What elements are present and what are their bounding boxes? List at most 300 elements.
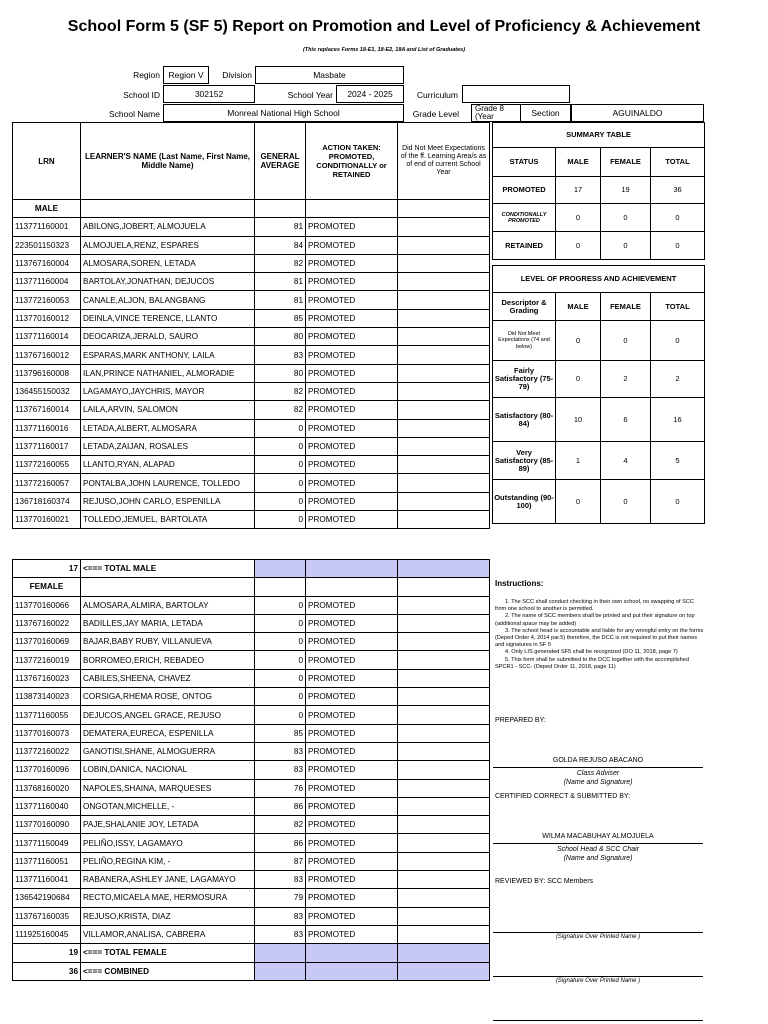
learner-average: 83 — [255, 907, 306, 925]
learner-name: REJUSO,KRISTA, DIAZ — [81, 907, 255, 925]
progress-female: 2 — [601, 361, 651, 398]
learner-name: RABANERA,ASHLEY JANE, LAGAMAYO — [81, 871, 255, 889]
learner-row — [13, 401, 490, 419]
learner-failed-areas — [398, 871, 490, 889]
learner-action: PROMOTED — [306, 688, 398, 706]
learner-average: 0 — [255, 437, 306, 455]
learner-action: PROMOTED — [306, 309, 398, 327]
member-signature-note: (Signature Over Printed Name ) — [555, 978, 641, 984]
summary-male-header: MALE — [556, 148, 601, 177]
grade-level-label: Grade Level — [412, 109, 459, 119]
learner-average: 81 — [255, 218, 306, 236]
learner-failed-areas — [398, 236, 490, 254]
learner-name: DEJUCOS,ANGEL GRACE, REJUSO — [81, 706, 255, 724]
learner-lrn: 113771160004 — [13, 273, 81, 291]
learner-name: DEMATERA,EURECA, ESPENILLA — [81, 724, 255, 742]
combined-average — [255, 962, 306, 980]
learner-name: LAGAMAYO,JAYCHRIS, MAYOR — [81, 382, 255, 400]
learner-failed-areas — [398, 273, 490, 291]
certified-label: CERTIFIED CORRECT & SUBMITTED BY: — [495, 793, 631, 800]
learner-failed-areas — [398, 816, 490, 834]
learner-failed-areas — [398, 511, 490, 529]
summary-status: PROMOTED — [493, 177, 556, 204]
learner-failed-areas — [398, 218, 490, 236]
learner-row — [13, 291, 490, 309]
learner-average: 83 — [255, 925, 306, 943]
learner-average: 84 — [255, 236, 306, 254]
learner-row — [13, 889, 490, 907]
progress-total: 0 — [651, 321, 705, 361]
learner-average: 0 — [255, 633, 306, 651]
progress-descriptor: Outstanding (90-100) — [493, 480, 556, 524]
instruction-item: 5. This form shall be submitted to the DCC together with the accomplished SPCR1 - SCC- (Deped Order 11, 2018, page 11) — [495, 656, 689, 670]
learner-failed-areas — [398, 706, 490, 724]
summary-total: 0 — [651, 204, 705, 232]
learner-average: 80 — [255, 328, 306, 346]
learner-name: BAJAR,BABY RUBY, VILLANUEVA — [81, 633, 255, 651]
learner-average: 0 — [255, 596, 306, 614]
learner-lrn: 113770160073 — [13, 724, 81, 742]
learner-lrn: 113772160053 — [13, 291, 81, 309]
region-label: Region — [133, 70, 160, 80]
learner-row — [13, 596, 490, 614]
learner-row — [13, 816, 490, 834]
summary-male: 17 — [556, 177, 601, 204]
progress-table — [492, 265, 705, 524]
learner-row — [13, 511, 490, 529]
learner-name: VILLAMOR,ANALISA, CABRERA — [81, 925, 255, 943]
learner-action: PROMOTED — [306, 382, 398, 400]
learner-name: ESPARAS,MARK ANTHONY, LAILA — [81, 346, 255, 364]
learner-action: PROMOTED — [306, 761, 398, 779]
learner-row — [13, 925, 490, 943]
learner-name: LLANTO,RYAN, ALAPAD — [81, 456, 255, 474]
learner-failed-areas — [398, 474, 490, 492]
member-signature-line — [493, 1020, 703, 1021]
name-header: LEARNER'S NAME (Last Name, First Name, Middle Name) — [81, 123, 255, 200]
learner-lrn: 113772160057 — [13, 474, 81, 492]
female-section-label: FEMALE — [13, 578, 81, 596]
learner-row — [13, 456, 490, 474]
school-year-label: School Year — [287, 90, 333, 100]
summary-male: 0 — [556, 204, 601, 232]
male-learners-table — [12, 122, 490, 529]
combined-failed — [398, 962, 490, 980]
learner-failed-areas — [398, 328, 490, 346]
progress-female: 4 — [601, 442, 651, 480]
progress-female: 6 — [601, 398, 651, 442]
learner-lrn: 113771160017 — [13, 437, 81, 455]
school-id-label: School ID — [123, 90, 160, 100]
reviewed-label: REVIEWED BY: SCC Members — [495, 878, 594, 885]
learner-lrn: 113771160051 — [13, 852, 81, 870]
learner-average: 0 — [255, 706, 306, 724]
learner-name: PAJE,SHALANIE JOY, LETADA — [81, 816, 255, 834]
learner-lrn: 113767160035 — [13, 907, 81, 925]
learner-lrn: 113770160069 — [13, 633, 81, 651]
learner-average: 83 — [255, 742, 306, 760]
section-label: Section — [521, 104, 571, 122]
learner-row — [13, 364, 490, 382]
learner-action: PROMOTED — [306, 364, 398, 382]
learner-failed-areas — [398, 907, 490, 925]
learner-row — [13, 346, 490, 364]
learner-lrn: 136542190684 — [13, 889, 81, 907]
learner-failed-areas — [398, 309, 490, 327]
learner-average: 0 — [255, 456, 306, 474]
learner-row — [13, 907, 490, 925]
learner-average: 83 — [255, 346, 306, 364]
learner-action: PROMOTED — [306, 492, 398, 510]
division-field[interactable]: Masbate — [255, 66, 404, 84]
learner-action: PROMOTED — [306, 273, 398, 291]
learner-row — [13, 688, 490, 706]
adviser-role: Class Adviser — [576, 770, 620, 777]
page-title: School Form 5 (SF 5) Report on Promotion and Level of Proficiency & Achievement — [67, 18, 701, 35]
learner-row — [13, 273, 490, 291]
learner-action: PROMOTED — [306, 651, 398, 669]
learner-row — [13, 797, 490, 815]
learner-name: DEOCARIZA,JERALD, SAURO — [81, 328, 255, 346]
learner-action: PROMOTED — [306, 706, 398, 724]
learner-failed-areas — [398, 633, 490, 651]
learner-failed-areas — [398, 492, 490, 510]
empty-cell — [81, 200, 255, 218]
member-signature-note: (Signature Over Printed Name ) — [555, 934, 641, 940]
learner-lrn: 113772160055 — [13, 456, 81, 474]
head-signature-line — [493, 843, 703, 844]
learner-row — [13, 669, 490, 687]
learner-average: 0 — [255, 669, 306, 687]
progress-total: 5 — [651, 442, 705, 480]
learner-name: TOLLEDO,JEMUEL, BARTOLATA — [81, 511, 255, 529]
instruction-item: 3. The school head is accountable and liable for any wrongful entry on the forms (Deped Order 4, 2014 par.5) therefore, the DCC is not required to put their names and signatures in SF 5 — [495, 627, 704, 649]
progress-descriptor: Fairly Satisfactory (75-79) — [493, 361, 556, 398]
learner-average: 81 — [255, 291, 306, 309]
learner-row — [13, 706, 490, 724]
learner-action: PROMOTED — [306, 437, 398, 455]
learner-average: 0 — [255, 614, 306, 632]
learner-name: LOBIN,DANICA, NACIONAL — [81, 761, 255, 779]
progress-total-header: TOTAL — [651, 293, 705, 321]
learner-lrn: 113771150049 — [13, 834, 81, 852]
progress-female: 0 — [601, 321, 651, 361]
instructions-list — [495, 599, 705, 671]
learner-action: PROMOTED — [306, 614, 398, 632]
instruction-item: 4. Only LIS generated SF5 shall be recognized (DO 11, 2018, page 7) — [505, 649, 678, 656]
learner-name: PELIÑO,REGINA KIM, - — [81, 852, 255, 870]
progress-total: 16 — [651, 398, 705, 442]
learner-action: PROMOTED — [306, 511, 398, 529]
summary-total: 36 — [651, 177, 705, 204]
total-male-failed — [398, 560, 490, 578]
learner-action: PROMOTED — [306, 218, 398, 236]
learner-action: PROMOTED — [306, 474, 398, 492]
learner-average: 0 — [255, 688, 306, 706]
learner-failed-areas — [398, 437, 490, 455]
head-name: WILMA MACABUHAY ALMOJUELA — [542, 833, 654, 840]
learner-row — [13, 871, 490, 889]
learner-action: PROMOTED — [306, 871, 398, 889]
learner-average: 0 — [255, 474, 306, 492]
learner-failed-areas — [398, 669, 490, 687]
lrn-header: LRN — [13, 123, 81, 200]
learner-row — [13, 633, 490, 651]
total-female-count: 19 — [13, 944, 81, 962]
learner-name: LETADA,ALBERT, ALMOSARA — [81, 419, 255, 437]
learner-average: 85 — [255, 724, 306, 742]
learner-average: 83 — [255, 871, 306, 889]
school-id-field[interactable]: 302152 — [163, 85, 255, 103]
learner-average: 83 — [255, 761, 306, 779]
adviser-name: GOLDA REJUSO ABACANO — [552, 757, 644, 764]
learner-action: PROMOTED — [306, 254, 398, 272]
progress-male-header: MALE — [556, 293, 601, 321]
learner-row — [13, 309, 490, 327]
learner-action: PROMOTED — [306, 633, 398, 651]
learner-failed-areas — [398, 925, 490, 943]
learner-action: PROMOTED — [306, 852, 398, 870]
average-header: GENERAL AVERAGE — [255, 123, 306, 200]
progress-descriptor: Satisfactory (80-84) — [493, 398, 556, 442]
learner-action: PROMOTED — [306, 797, 398, 815]
learner-failed-areas — [398, 852, 490, 870]
head-role: School Head & SCC Chair — [556, 846, 640, 853]
learner-average: 81 — [255, 273, 306, 291]
progress-title: LEVEL OF PROGRESS AND ACHIEVEMENT — [493, 266, 705, 293]
learner-failed-areas — [398, 779, 490, 797]
learner-action: PROMOTED — [306, 925, 398, 943]
learner-average: 76 — [255, 779, 306, 797]
learner-name: ALMOJUELA,RENZ, ESPARES — [81, 236, 255, 254]
progress-total: 2 — [651, 361, 705, 398]
learner-failed-areas — [398, 382, 490, 400]
learner-action: PROMOTED — [306, 779, 398, 797]
member-signature-line — [493, 976, 703, 977]
learner-average: 80 — [255, 364, 306, 382]
learner-lrn: 113796160008 — [13, 364, 81, 382]
summary-table — [492, 122, 705, 260]
total-female-failed — [398, 944, 490, 962]
failed-areas-header: Did Not Meet Expectations of the ff. Learning Area/s as of end of current School Year — [398, 123, 490, 200]
division-label: Division — [222, 70, 252, 80]
summary-total: 0 — [651, 232, 705, 260]
learner-failed-areas — [398, 596, 490, 614]
learner-action: PROMOTED — [306, 236, 398, 254]
learner-row — [13, 761, 490, 779]
learner-lrn: 113772160019 — [13, 651, 81, 669]
combined-count: 36 — [13, 962, 81, 980]
summary-female: 0 — [601, 204, 651, 232]
learner-name: GANOTISI,SHANE, ALMOGUERRA — [81, 742, 255, 760]
learner-name: ALMOSARA,SOREN, LETADA — [81, 254, 255, 272]
learner-name: ONGOTAN,MICHELLE, - — [81, 797, 255, 815]
region-field[interactable]: Region V — [163, 66, 209, 84]
learner-lrn: 113770160021 — [13, 511, 81, 529]
learner-failed-areas — [398, 724, 490, 742]
learner-action: PROMOTED — [306, 669, 398, 687]
learner-failed-areas — [398, 254, 490, 272]
learner-lrn: 113771160014 — [13, 328, 81, 346]
learner-action: PROMOTED — [306, 742, 398, 760]
learner-name: PONTALBA,JOHN LAURENCE, TOLLEDO — [81, 474, 255, 492]
empty-cell — [398, 200, 490, 218]
learner-failed-areas — [398, 797, 490, 815]
progress-female: 0 — [601, 480, 651, 524]
school-name-field[interactable]: Monreal National High School — [163, 104, 404, 122]
male-rows — [13, 218, 490, 529]
learner-lrn: 111925160045 — [13, 925, 81, 943]
summary-status: CONDITIONALLY PROMOTED — [493, 204, 556, 232]
summary-status-header: STATUS — [493, 148, 556, 177]
learner-action: PROMOTED — [306, 596, 398, 614]
member-signature-line — [493, 932, 703, 933]
empty-cell — [306, 200, 398, 218]
learner-row — [13, 724, 490, 742]
instructions-title: Instructions: — [495, 579, 544, 588]
learner-lrn: 113768160020 — [13, 779, 81, 797]
summary-female: 0 — [601, 232, 651, 260]
page-subtitle: (This replaces Forms 18-E1, 18-E2, 18A and List of Graduates) — [302, 47, 466, 53]
learner-row — [13, 742, 490, 760]
progress-descriptor-header: Descriptor & Grading — [493, 293, 556, 321]
learner-lrn: 113767160012 — [13, 346, 81, 364]
learner-average: 82 — [255, 254, 306, 272]
progress-descriptor: Very Satisfactory (85-89) — [493, 442, 556, 480]
learner-lrn: 113770160096 — [13, 761, 81, 779]
adviser-signature-line — [493, 767, 703, 768]
prepared-by-label: PREPARED BY: — [495, 717, 546, 724]
learner-name: CORSIGA,RHEMA ROSE, ONTOG — [81, 688, 255, 706]
female-rows — [13, 596, 490, 944]
learner-name: BORROMEO,ERICH, REBADEO — [81, 651, 255, 669]
empty-cell — [306, 578, 398, 596]
head-note: (Name and Signature) — [563, 855, 633, 862]
learner-action: PROMOTED — [306, 834, 398, 852]
learner-action: PROMOTED — [306, 889, 398, 907]
learner-failed-areas — [398, 614, 490, 632]
learner-row — [13, 328, 490, 346]
learner-name: ABILONG,JOBERT, ALMOJUELA — [81, 218, 255, 236]
empty-cell — [255, 578, 306, 596]
learner-failed-areas — [398, 889, 490, 907]
female-learners-table — [12, 559, 490, 981]
learner-name: DEINLA,VINCE TERENCE, LLANTO — [81, 309, 255, 327]
learner-row — [13, 852, 490, 870]
learner-lrn: 113771160040 — [13, 797, 81, 815]
learner-lrn: 113770160012 — [13, 309, 81, 327]
learner-average: 0 — [255, 651, 306, 669]
learner-row — [13, 419, 490, 437]
progress-total: 0 — [651, 480, 705, 524]
summary-status: RETAINED — [493, 232, 556, 260]
empty-cell — [398, 578, 490, 596]
empty-cell — [255, 200, 306, 218]
total-male-action — [306, 560, 398, 578]
learner-lrn: 113767160014 — [13, 401, 81, 419]
total-male-average — [255, 560, 306, 578]
learner-average: 85 — [255, 309, 306, 327]
learner-failed-areas — [398, 456, 490, 474]
summary-total-header: TOTAL — [651, 148, 705, 177]
learner-average: 82 — [255, 382, 306, 400]
section-field[interactable]: AGUINALDO — [571, 104, 704, 122]
learner-average: 87 — [255, 852, 306, 870]
learner-name: LETADA,ZAIJAN, ROSALES — [81, 437, 255, 455]
curriculum-field[interactable] — [462, 85, 570, 103]
adviser-note: (Name and Signature) — [563, 779, 633, 786]
learner-lrn: 113771160055 — [13, 706, 81, 724]
learner-failed-areas — [398, 419, 490, 437]
school-name-label: School Name — [108, 109, 160, 119]
learner-name: PELIÑO,ISSY, LAGAMAYO — [81, 834, 255, 852]
progress-male: 0 — [556, 480, 601, 524]
progress-male: 10 — [556, 398, 601, 442]
learner-failed-areas — [398, 651, 490, 669]
learner-name: CABILES,SHEENA, CHAVEZ — [81, 669, 255, 687]
learner-row — [13, 492, 490, 510]
total-male-count: 17 — [13, 560, 81, 578]
learner-action: PROMOTED — [306, 724, 398, 742]
learner-action: PROMOTED — [306, 346, 398, 364]
learner-name: ILAN,PRINCE NATHANIEL, ALMORADIE — [81, 364, 255, 382]
learner-name: CANALE,ALJON, BALANGBANG — [81, 291, 255, 309]
progress-female-header: FEMALE — [601, 293, 651, 321]
learner-failed-areas — [398, 688, 490, 706]
learner-action: PROMOTED — [306, 816, 398, 834]
learner-name: ALMOSARA,ALMIRA, BARTOLAY — [81, 596, 255, 614]
male-section-label: MALE — [13, 200, 81, 218]
learner-name: BARTOLAY,JONATHAN, DEJUCOS — [81, 273, 255, 291]
grade-level-field[interactable]: Grade 8 (Year — [471, 104, 521, 122]
learner-failed-areas — [398, 742, 490, 760]
learner-row — [13, 779, 490, 797]
instruction-item: 2. The name of SCC members shall be printed and put their signature on top (additional space may be added) — [495, 613, 695, 627]
learner-row — [13, 614, 490, 632]
progress-descriptor: Did Not Meet Expectations (74 and below) — [493, 321, 556, 361]
learner-action: PROMOTED — [306, 401, 398, 419]
learner-row — [13, 834, 490, 852]
learner-failed-areas — [398, 291, 490, 309]
learner-lrn: 136718160374 — [13, 492, 81, 510]
learner-lrn: 113771160041 — [13, 871, 81, 889]
learner-lrn: 113767160004 — [13, 254, 81, 272]
learner-row — [13, 382, 490, 400]
learner-action: PROMOTED — [306, 456, 398, 474]
learner-action: PROMOTED — [306, 907, 398, 925]
learner-lrn: 136455150032 — [13, 382, 81, 400]
curriculum-label: Curriculum — [416, 90, 458, 100]
learner-average: 86 — [255, 834, 306, 852]
learner-row — [13, 236, 490, 254]
learner-lrn: 113771160016 — [13, 419, 81, 437]
empty-cell — [81, 578, 255, 596]
learner-average: 82 — [255, 401, 306, 419]
action-header: ACTION TAKEN: PROMOTED, CONDITIONALLY or RETAINED — [306, 123, 398, 200]
school-year-field[interactable]: 2024 - 2025 — [336, 85, 404, 103]
learner-lrn: 113770160066 — [13, 596, 81, 614]
learner-row — [13, 254, 490, 272]
learner-failed-areas — [398, 346, 490, 364]
learner-average: 86 — [255, 797, 306, 815]
total-female-average — [255, 944, 306, 962]
learner-lrn: 223501150323 — [13, 236, 81, 254]
instruction-item: 1. The SCC shall conduct checking in their own school, no swapping of SCC from one school to another is permitted. — [495, 599, 694, 613]
learner-failed-areas — [398, 761, 490, 779]
summary-male: 0 — [556, 232, 601, 260]
progress-male: 0 — [556, 361, 601, 398]
learner-lrn: 113771160001 — [13, 218, 81, 236]
